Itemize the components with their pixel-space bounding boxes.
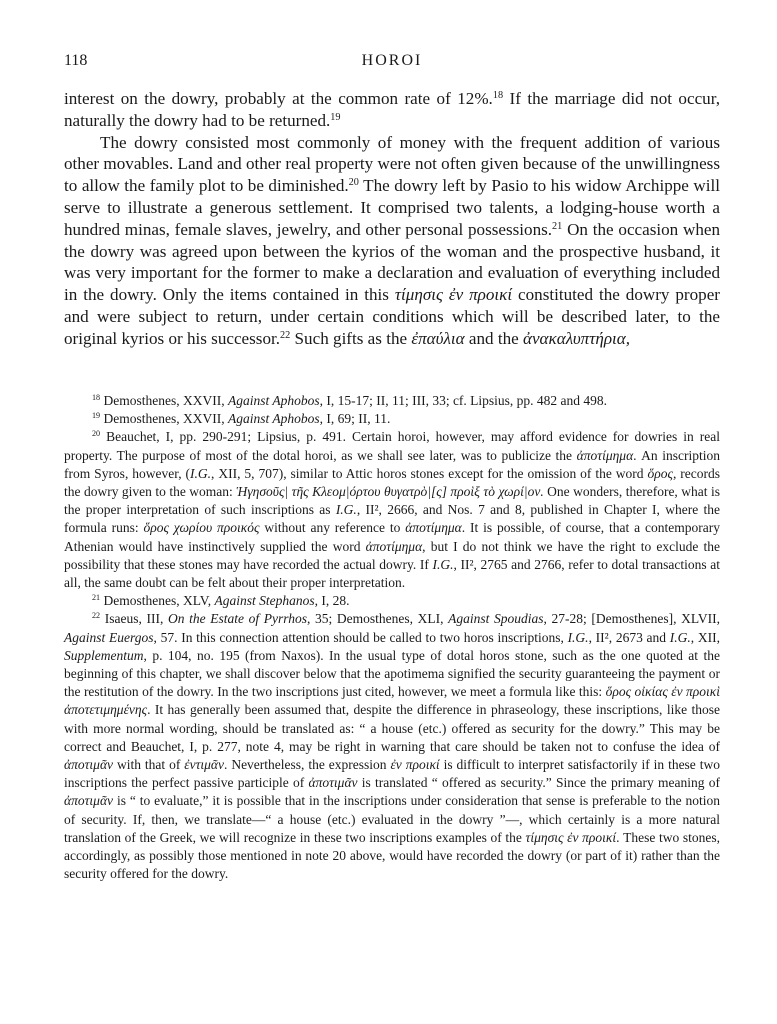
- footnote-ref-18: 18: [492, 89, 504, 101]
- main-text: [64, 88, 720, 350]
- greek-term: ἐπαύλια: [411, 328, 465, 348]
- paragraph-2: The dowry consisted most commonly of money with the frequent addition of various other movables. Land and other real property were not often given because of the unwillingness to allow the family plot to be diminished.$^{20}$ The dowry left by Pasio to his widow Archippe will serve to illustrate a generous settlement. It comprised two talents, a lodging-house worth a hundred minas, female slaves, jewelry, and other personal possessions.$^{21}$ On the occasion when the dowry was agreed upon between the kyrios of the woman and the prospective husband, it was very important for the former to make a declaration and evaluation of everything included in the dowry. Only the items contained in this τίμησις ἐν προικί constituted the dowry proper and were subject to return, under certain conditions which will be described later, to the original kyrios or his successor.$^{22}$ Such gifts as the ἐπαύλια and the ἀνακαλυπτήρια,: [64, 132, 721, 348]
- page-number: 118: [64, 52, 88, 69]
- footnote-22: $^{22}$ Isaeus, III, On the Estate of Pyrrhos, 35; Demosthenes, XLI, Against Spoudias, 27-28; [Demosthenes], XLVII, Against Euergos, 57. In this connection attention should be called to two horos inscriptions, I.G., II², 2673 and I.G., XII, Supplementum, p. 104, no. 195 (from Naxos). In the usual type of dotal horos stone, such as the one quoted at the beginning of this chapter, we shall discover below that the apotimema signified the security guaranteeing the payment or the restitution of the dowry. In the two inscriptions just cited, however, we meet a formula like this: ὅρος οἰκίας ἐν προικὶ ἀποτετιμημένης. It has generally been assumed that, despite the difference in phraseology, these inscriptions, like those with more normal wording, should be translated as: “ a house (etc.) offered as security for the dowry.” This may be correct and Beauchet, I, p. 277, note 4, may be right in warning that care should be taken not to confuse the idea of ἀποτιμᾶν with that of ἐντιμᾶν. Nevertheless, the expression ἐν προικί is difficult to interpret satisfactorily if in these two inscriptions the perfect passive participle of ἀποτιμᾶν is translated “ offered as security.” Since the primary meaning of ἀποτιμᾶν is “ to evaluate,” it is possible that in the inscriptions under consideration that sense is preferable to the notion of security. If, then, we translate—“ a house (etc.) evaluated in the dowry ”—, which certainly is a more natural translation of the Greek, we will recognize in these two inscriptions examples of the τίμησις ἐν προικί. These two stones, accordingly, as possibly those mentioned in note 20 above, would have recorded the dowry (or part of it) rather than the security offered for the dowry.: [64, 611, 721, 882]
- greek-term: ἀνακαλυπτήρια,: [523, 328, 631, 348]
- footnote-18: $^{18}$ Demosthenes, XXVII, Against Aphobos, I, 15-17; II, 11; III, 33; cf. Lipsius, pp. 482 and 498.: [92, 393, 608, 408]
- greek-term: τίμησις ἐν προικί: [394, 285, 513, 305]
- footnote-20: $^{20}$ Beauchet, I, pp. 290-291; Lipsius, p. 491. Certain horoi, however, may afford evidence for dowries in real property. The purpose of most of the dotal horoi, as we shall see later, was to publicize the ἀποτίμημα. An inscription from Syros, however, (I.G., XII, 5, 707), similar to Attic horos stones except for the omission of the word ὅρος, records the dowry given to the woman: Ἡγησοῦς| τῆς Κλεομ|όρτου θυγατρὸ|[ς] προὶξ τὸ χωρί|ον. One wonders, therefore, what is the proper interpretation of such inscriptions as I.G., II², 2666, and Nos. 7 and 8, published in Chapter I, where the formula runs: ὅρος χωρίου προικός without any reference to ἀποτίμημα. It is possible, of course, that a contemporary Athenian would have instinctively supplied the word ἀποτίμημα, but I do not think we have the right to exclude the possibility that these stones may have recorded the actual dowry. If I.G., II², 2765 and 2766, refer to dotal transactions at all, the same doubt can be felt about their proper interpretation.: [64, 429, 721, 591]
- footnote-19: $^{19}$ Demosthenes, XXVII, Against Aphobos, I, 69; II, 11.: [92, 411, 391, 427]
- footnote-ref-22: 22: [280, 329, 291, 341]
- footnote-ref-20: 20: [348, 177, 359, 189]
- footnote-21: $^{21}$ Demosthenes, XLV, Against Stephanos, I, 28.: [92, 593, 350, 609]
- paragraph-1: interest on the dowry, probably at the common rate of 12%.$^{18}$ If the marriage did not occur, naturally the dowry had to be returned.$^{19}$: [64, 89, 720, 130]
- footnote-ref-21: 21: [552, 220, 563, 232]
- footnote-ref-19: 19: [330, 111, 341, 123]
- page-header: [64, 52, 720, 76]
- footnotes: [64, 392, 720, 883]
- running-title: HOROI: [361, 52, 423, 69]
